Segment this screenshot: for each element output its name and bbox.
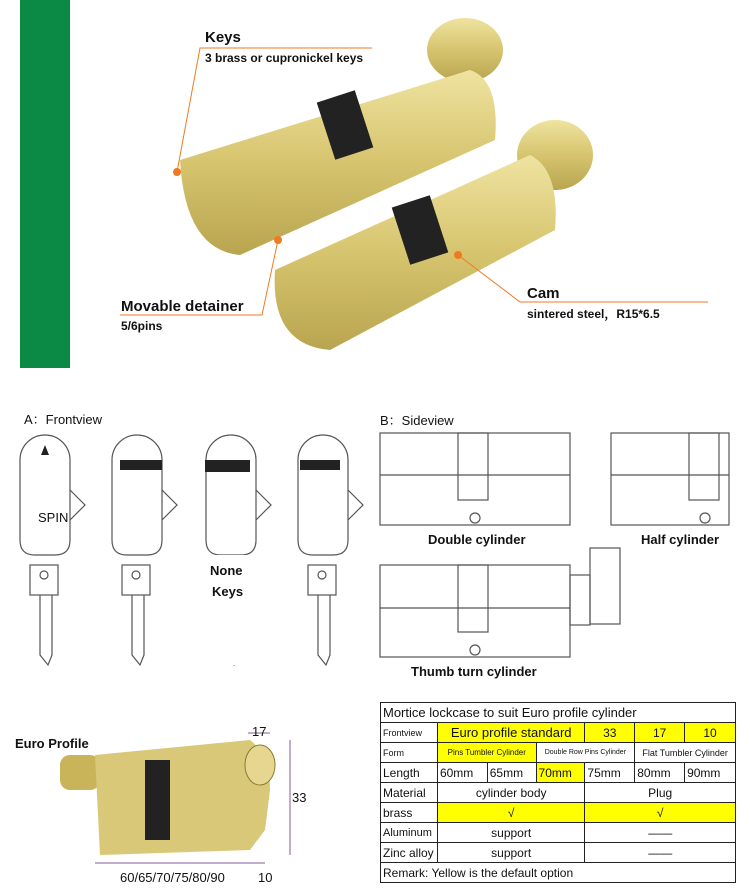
dim-length: 60/65/70/75/80/90 <box>120 870 225 885</box>
frontview-title: A：Frontview <box>24 412 103 427</box>
frontview-drawings <box>0 430 370 670</box>
spin-label: SPIN <box>38 510 69 525</box>
table-row: Length 60mm 65mm 70mm 75mm 80mm 90mm <box>381 763 736 783</box>
keys-label: Keys <box>205 29 241 46</box>
cam-detail: sintered steel，R15*6.5 <box>527 307 660 321</box>
none-label: None <box>210 563 243 578</box>
dim-bottom: 10 <box>258 870 273 885</box>
table-row: Material cylinder body Plug <box>381 783 736 803</box>
keys-detail: 3 brass or cupronickel keys <box>205 51 364 65</box>
half-cylinder-label: Half cylinder <box>641 532 720 547</box>
table-remark: Remark: Yellow is the default option <box>381 863 736 883</box>
dim-top: 17 <box>252 724 267 739</box>
thumb-turn-label: Thumb turn cylinder <box>411 664 537 679</box>
detainer-label: Movable detainer <box>121 298 244 315</box>
double-cylinder-label: Double cylinder <box>428 532 526 547</box>
table-title: Mortice lockcase to suit Euro profile cylinder <box>381 703 736 723</box>
table-row: Aluminum support —— <box>381 823 736 843</box>
spec-table <box>380 702 736 883</box>
keys-none-label: Keys <box>212 584 244 599</box>
table-row: Frontview Euro profile standard 33 17 10 <box>381 723 736 743</box>
dim-height: 33 <box>292 790 307 805</box>
table-row: Form Pins Tumbler Cylinder Double Row Pins Cylinder Flat Tumbler Cylinder <box>381 743 736 763</box>
table-row: brass √ √ <box>381 803 736 823</box>
cam-label: Cam <box>527 285 560 302</box>
euro-profile-title: Euro Profile <box>15 736 89 751</box>
table-row: Zinc alloy support —— <box>381 843 736 863</box>
sideview-title: B：Sideview <box>380 413 454 428</box>
euro-cylinder-photo <box>60 715 300 885</box>
detainer-detail: 5/6pins <box>121 319 163 333</box>
